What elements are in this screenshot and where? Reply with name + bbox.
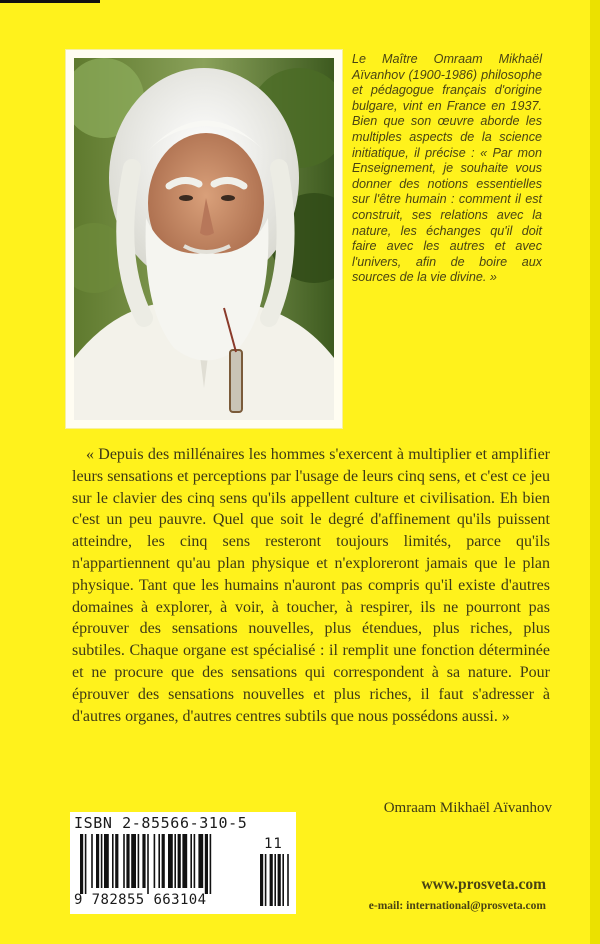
author-biography: Le Maître Omraam Mikhaël Aïvanhov (1900-1986) philosophe et pédagogue français d'origine bulgare, vint en France en 1937. Bien que son œuvre aborde les multiples aspects de la science initiatique, il précise : « Par mon Enseignement, je souhaite vous donner des notions essentielles sur l'être humain : comment il est construit, ses relations avec la nature, les échanges qu'il doit faire avec les autres et avec l'univers, afin de boire aux sources de la vie divine. » <box>352 52 542 285</box>
portrait-photo-icon <box>74 58 334 420</box>
quote-author: Omraam Mikhaël Aïvanhov <box>383 800 552 816</box>
top-edge-strip <box>0 0 100 3</box>
author-photo-frame <box>66 50 342 428</box>
publisher-website[interactable]: www.prosveta.com <box>421 876 546 893</box>
publisher-email[interactable]: e-mail: international@prosveta.com <box>368 900 546 912</box>
isbn-label: ISBN 2-85566-310-5 <box>74 814 248 832</box>
spine-edge <box>590 0 600 944</box>
book-quote: « Depuis des millénaires les hommes s'exercent à multiplier et amplifier leurs sensations et perceptions par l'usage de leurs cinq sens, et c'est ce jeu sur le clavier des cinq sens qu'ils appellent culture et civilisation. Eh bien c'est un peu pauvre. Quel que soit le degré d'affinement qu'ils puissent atteindre, les cinq sens resteront toujours limités, parce qu'ils n'appartiennent qu'au plan physique et n'exploreront jamais que le plan physique. Tant que les humains n'auront pas compris qu'il existe d'autres domaines à explorer, à voir, à toucher, à respirer, ils ne pourront pas éprouver des sensations nouvelles, plus étendues, plus riches, plus subtiles. Chaque organe est spécialisé : il remplit une fonction déterminée et ne procure que des sensations qui correspondent à sa nature. Pour éprouver des sensations nouvelles et plus riches, il faut s'adresser à d'autres organes, d'autres centres subtils que nous possédons aussi. » <box>72 446 550 725</box>
barcode-addon: 11 <box>264 836 283 852</box>
isbn-barcode-block <box>70 812 296 914</box>
ean-number: 9 782855 663104 <box>74 892 207 908</box>
